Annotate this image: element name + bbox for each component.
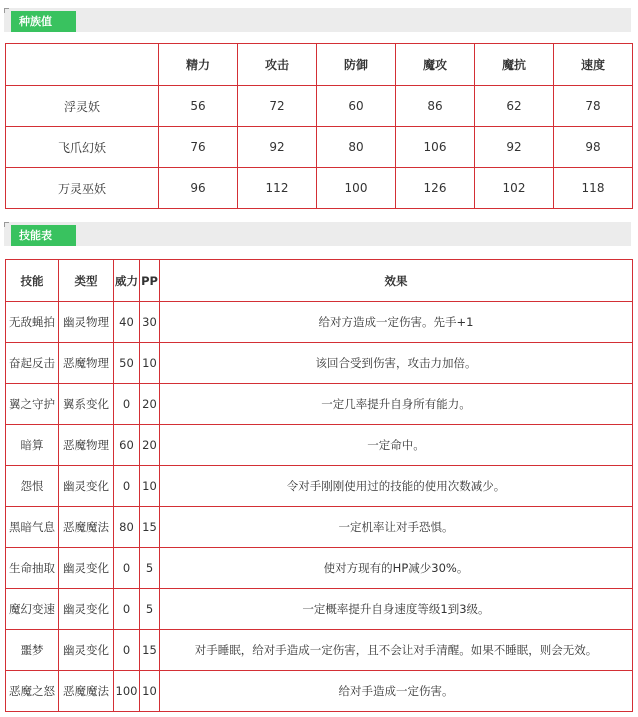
- stats-value: 126: [396, 168, 475, 209]
- skill-effect: 一定概率提升自身速度等级1到3级。: [160, 589, 633, 630]
- skill-type: 恶魔物理: [59, 343, 114, 384]
- skill-name: 魔幻变速: [6, 589, 59, 630]
- stats-value: 60: [317, 86, 396, 127]
- stats-col-header: 魔抗: [475, 44, 554, 86]
- skills-table: [5, 259, 633, 712]
- stats-row-name: 浮灵妖: [6, 86, 159, 127]
- stats-table: [5, 43, 633, 209]
- skills-col-header: PP: [140, 260, 160, 302]
- skill-type: 幽灵物理: [59, 302, 114, 343]
- skill-effect: 该回合受到伤害，攻击力加倍。: [160, 343, 633, 384]
- skill-power: 0: [114, 589, 140, 630]
- skill-row: [6, 507, 633, 548]
- skill-type: 幽灵变化: [59, 589, 114, 630]
- stats-header-row: [6, 44, 633, 86]
- stats-col-header: 防御: [317, 44, 396, 86]
- skill-pp: 20: [140, 384, 160, 425]
- skill-effect: 给对手造成一定伤害。: [160, 671, 633, 712]
- skill-row: [6, 425, 633, 466]
- stats-row-name: 飞爪幻妖: [6, 127, 159, 168]
- stats-col-header: 攻击: [238, 44, 317, 86]
- stats-value: 72: [238, 86, 317, 127]
- skill-pp: 5: [140, 589, 160, 630]
- stats-row: [6, 86, 633, 127]
- skill-name: 怨恨: [6, 466, 59, 507]
- stats-section-title: 种族值: [11, 11, 76, 32]
- stats-col-header: 速度: [554, 44, 633, 86]
- skill-power: 50: [114, 343, 140, 384]
- skill-row: [6, 589, 633, 630]
- skill-power: 0: [114, 384, 140, 425]
- stats-row-name: 万灵巫妖: [6, 168, 159, 209]
- skill-name: 生命抽取: [6, 548, 59, 589]
- skill-power: 40: [114, 302, 140, 343]
- stats-value: 56: [159, 86, 238, 127]
- skill-power: 0: [114, 548, 140, 589]
- stats-value: 98: [554, 127, 633, 168]
- skills-section-title: 技能表: [11, 225, 76, 246]
- skill-pp: 15: [140, 507, 160, 548]
- skill-power: 0: [114, 466, 140, 507]
- skill-row: [6, 671, 633, 712]
- stats-value: 106: [396, 127, 475, 168]
- stats-value: 76: [159, 127, 238, 168]
- stats-value: 96: [159, 168, 238, 209]
- skill-type: 恶魔魔法: [59, 671, 114, 712]
- skill-effect: 对手睡眠，给对手造成一定伤害，且不会让对手清醒。如果不睡眠，则会无效。: [160, 630, 633, 671]
- stats-corner-cell: [6, 44, 159, 86]
- stats-value: 86: [396, 86, 475, 127]
- skill-pp: 5: [140, 548, 160, 589]
- skill-row: [6, 343, 633, 384]
- skills-header-row: [6, 260, 633, 302]
- stats-value: 92: [475, 127, 554, 168]
- skill-type: 翼系变化: [59, 384, 114, 425]
- skill-pp: 10: [140, 343, 160, 384]
- skill-effect: 一定命中。: [160, 425, 633, 466]
- stats-value: 80: [317, 127, 396, 168]
- skill-type: 恶魔魔法: [59, 507, 114, 548]
- stats-col-header: 精力: [159, 44, 238, 86]
- skill-effect: 使对方现有的HP减少30%。: [160, 548, 633, 589]
- skill-row: [6, 630, 633, 671]
- skill-type: 幽灵变化: [59, 630, 114, 671]
- skill-type: 幽灵变化: [59, 548, 114, 589]
- skill-effect: 令对手刚刚使用过的技能的使用次数减少。: [160, 466, 633, 507]
- stats-value: 62: [475, 86, 554, 127]
- stats-col-header: 魔攻: [396, 44, 475, 86]
- skill-effect: 一定机率让对手恐惧。: [160, 507, 633, 548]
- skill-effect: 一定几率提升自身所有能力。: [160, 384, 633, 425]
- skills-col-header: 技能: [6, 260, 59, 302]
- skill-row: [6, 384, 633, 425]
- skill-type: 恶魔物理: [59, 425, 114, 466]
- stats-value: 92: [238, 127, 317, 168]
- skill-name: 黑暗气息: [6, 507, 59, 548]
- skill-pp: 15: [140, 630, 160, 671]
- skills-col-header: 威力: [114, 260, 140, 302]
- skill-name: 恶魔之怒: [6, 671, 59, 712]
- header-corner-mark: [4, 222, 9, 227]
- skill-row: [6, 466, 633, 507]
- stats-section-header: [4, 8, 631, 32]
- skill-name: 无敌蝇拍: [6, 302, 59, 343]
- stats-value: 100: [317, 168, 396, 209]
- skill-row: [6, 302, 633, 343]
- skill-effect: 给对方造成一定伤害。先手+1: [160, 302, 633, 343]
- skill-power: 0: [114, 630, 140, 671]
- stats-value: 78: [554, 86, 633, 127]
- skills-col-header: 类型: [59, 260, 114, 302]
- skill-row: [6, 548, 633, 589]
- skill-name: 噩梦: [6, 630, 59, 671]
- skill-pp: 20: [140, 425, 160, 466]
- skill-pp: 30: [140, 302, 160, 343]
- stats-row: [6, 168, 633, 209]
- skill-power: 60: [114, 425, 140, 466]
- skill-pp: 10: [140, 466, 160, 507]
- skill-power: 80: [114, 507, 140, 548]
- skill-name: 暗算: [6, 425, 59, 466]
- stats-row: [6, 127, 633, 168]
- stats-value: 112: [238, 168, 317, 209]
- header-corner-mark: [4, 8, 9, 13]
- skills-section-header: [4, 222, 631, 246]
- stats-value: 118: [554, 168, 633, 209]
- skill-type: 幽灵变化: [59, 466, 114, 507]
- skill-name: 奋起反击: [6, 343, 59, 384]
- skill-name: 翼之守护: [6, 384, 59, 425]
- skill-pp: 10: [140, 671, 160, 712]
- skills-col-header: 效果: [160, 260, 633, 302]
- skill-power: 100: [114, 671, 140, 712]
- stats-value: 102: [475, 168, 554, 209]
